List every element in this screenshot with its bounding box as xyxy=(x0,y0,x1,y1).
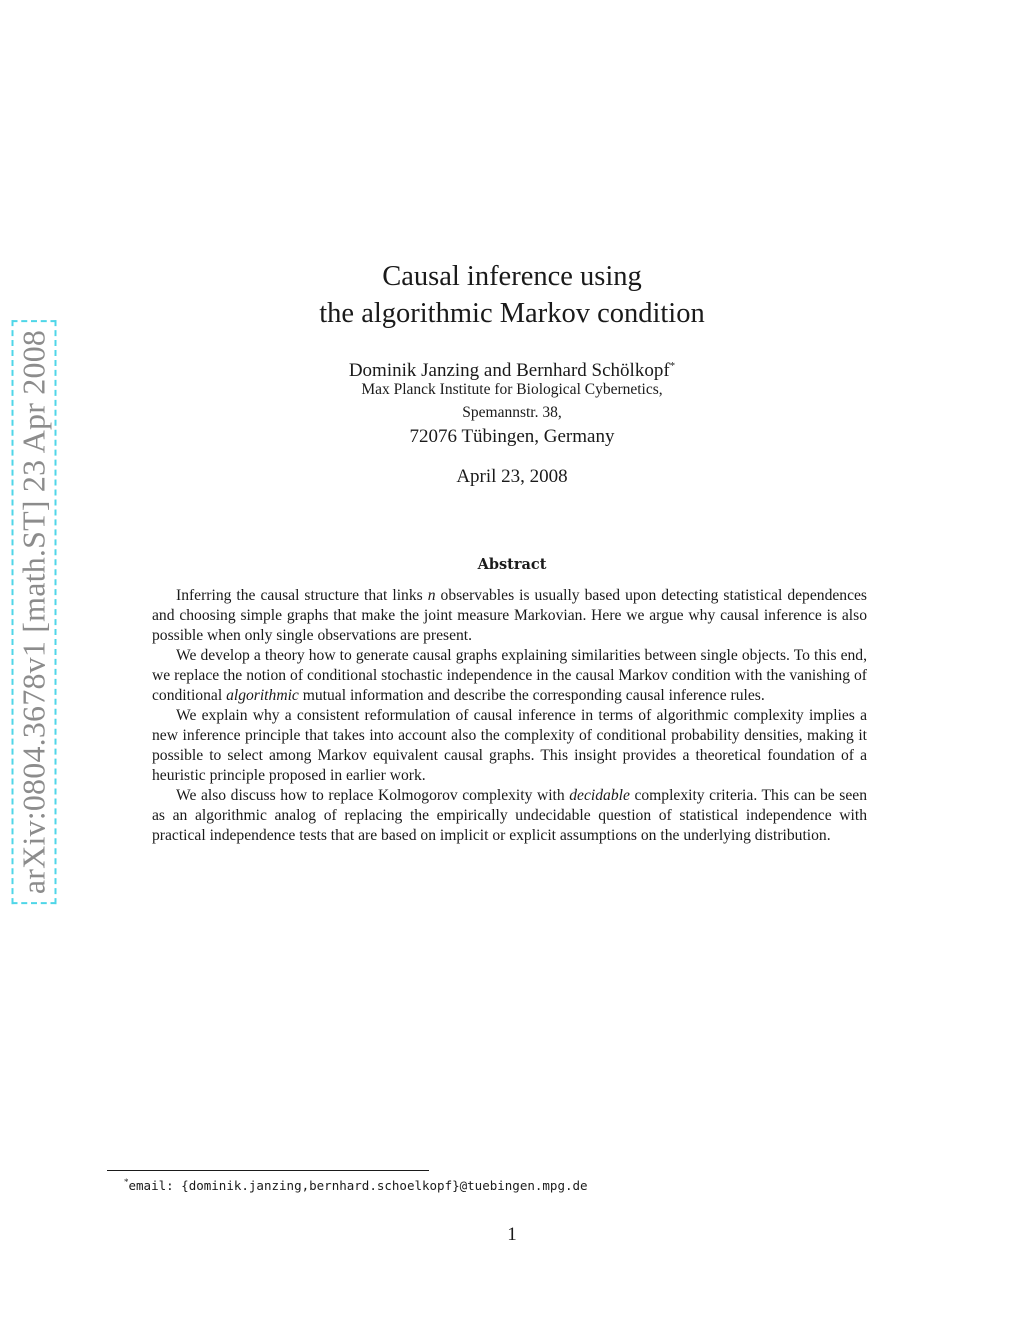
emphasis-text: decidable xyxy=(569,787,630,804)
author-footnote-mark: * xyxy=(669,360,676,372)
affiliation-city: 72076 Tübingen, Germany xyxy=(409,426,615,447)
abstract-text: observables is usually based upon detecting statistical dependences and choosing simple graphs that make the joint measure Markovian. Here we argue why causal inference is also possible when only single observations are present. xyxy=(152,587,867,644)
author-names: Dominik Janzing and Bernhard Schölkopf xyxy=(348,360,670,381)
title-line-1: Causal inference using xyxy=(382,261,642,292)
abstract-paragraph: We explain why a consistent reformulation of causal inference in terms of algorithmic complexity implies a new inference principle that takes into account also the complexity of conditional probability densities, making it possible to select among Markov equivalent causal graphs. This insight provides a theoretical foundation of a heuristic principle proposed in earlier work. xyxy=(152,707,867,784)
abstract-paragraph xyxy=(152,786,867,846)
emphasis-text: algorithmic xyxy=(226,687,299,704)
abstract-text: We develop a theory how to generate causal graphs explaining similarities between single objects. To this end, we replace the notion of conditional stochastic independence in the causal Markov condition with the vanishing of conditional xyxy=(152,647,867,704)
abstract-paragraph xyxy=(152,586,867,646)
abstract-paragraph xyxy=(152,646,867,706)
abstract-text: complexity criteria. This can be seen as an algorithmic analog of replacing the empirically undecidable question of statistical independence with practical independence tests that are based on implicit or explicit assumptions on the underlying distribution. xyxy=(152,787,867,844)
abstract-body xyxy=(152,586,867,846)
paper-title xyxy=(0,258,1024,332)
footnote xyxy=(124,1177,588,1193)
variable-n: n xyxy=(427,587,436,604)
author-list xyxy=(0,354,1024,383)
abstract-text: We also discuss how to replace Kolmogorov complexity with xyxy=(176,787,570,804)
abstract-text: mutual information and describe the corresponding causal inference rules. xyxy=(298,687,765,704)
abstract-text: Inferring the causal structure that links xyxy=(176,587,428,604)
arxiv-identifier-stamp[interactable]: arXiv:0804.3678v1 [math.ST] 23 Apr 2008 xyxy=(12,320,57,904)
affiliation-institute: Max Planck Institute for Biological Cybernetics, xyxy=(361,381,663,398)
publication-date: April 23, 2008 xyxy=(456,466,568,487)
title-line-2: the algorithmic Markov condition xyxy=(319,298,705,329)
page-number: 1 xyxy=(507,1224,517,1245)
affiliation-street: Spemannstr. 38, xyxy=(462,404,562,421)
footnote-email[interactable]: email: {dominik.janzing,bernhard.schoelkopf}@tuebingen.mpg.de xyxy=(128,1178,588,1193)
abstract-heading: Abstract xyxy=(477,556,547,573)
footnote-mark: * xyxy=(124,1177,129,1187)
footnote-divider xyxy=(107,1170,429,1171)
